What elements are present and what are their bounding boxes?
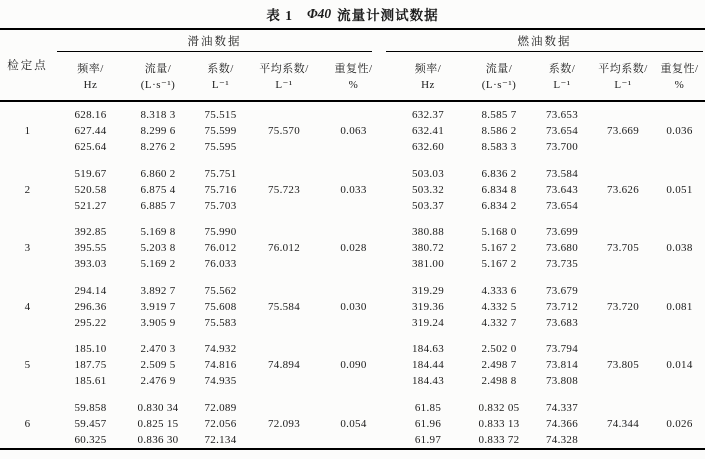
check-point-cell xyxy=(0,400,55,416)
oil-coefficient-cell: 75.716 xyxy=(204,183,237,196)
table-body xyxy=(0,102,705,448)
table-row xyxy=(0,198,705,214)
column-header-fuel-frequency: 频率/ Hz xyxy=(414,63,442,91)
oil-frequency-cell: 185.61 xyxy=(74,375,107,387)
table-row xyxy=(0,315,705,331)
fuel-average-coefficient-cell xyxy=(592,256,654,272)
oil-flow-cell: 6.860 2 xyxy=(140,167,176,180)
fuel-frequency-cell: 61.97 xyxy=(414,433,442,446)
fuel-coefficient-cell: 73.679 xyxy=(545,284,579,297)
fuel-coefficient-cell: 74.328 xyxy=(545,433,579,446)
oil-frequency-cell: 187.75 xyxy=(74,359,107,371)
fuel-flow-cell: 5.167 2 xyxy=(481,242,517,254)
fuel-flow-cell: 6.834 2 xyxy=(481,199,517,212)
oil-flow-cell: 5.169 2 xyxy=(140,258,176,270)
fuel-frequency-cell: 503.32 xyxy=(411,183,445,196)
fuel-average-coefficient-cell: 74.344 xyxy=(606,417,640,430)
check-point-cell xyxy=(0,166,55,182)
oil-flow-cell: 2.509 5 xyxy=(140,359,176,371)
oil-frequency-cell: 625.64 xyxy=(74,141,107,153)
oil-average-coefficient-cell: 75.723 xyxy=(267,183,301,196)
oil-frequency-cell: 393.03 xyxy=(74,258,107,270)
check-point-cell xyxy=(0,256,55,272)
oil-flow-cell: 0.836 30 xyxy=(137,433,179,446)
fuel-frequency-cell: 61.96 xyxy=(414,417,442,430)
table-row xyxy=(0,357,705,373)
oil-repeatability-cell xyxy=(317,166,390,182)
oil-coefficient-cell: 75.599 xyxy=(204,125,237,137)
check-point-cell: 2 xyxy=(24,183,31,196)
oil-repeatability-cell xyxy=(317,400,390,416)
column-header-oil-repeatability: 重复性/ % xyxy=(334,63,373,91)
fuel-repeatability-cell: 0.038 xyxy=(666,242,693,254)
fuel-frequency-cell: 632.41 xyxy=(411,125,445,137)
table-bottom-rule xyxy=(0,448,705,450)
check-point-group-3 xyxy=(0,224,705,272)
table-row xyxy=(0,182,705,198)
oil-coefficient-cell: 75.562 xyxy=(204,284,237,297)
oil-repeatability-cell xyxy=(317,432,390,448)
oil-average-coefficient-cell xyxy=(251,315,317,331)
fuel-frequency-cell: 319.29 xyxy=(411,284,445,297)
fuel-flow-cell: 0.833 13 xyxy=(478,417,520,430)
fuel-frequency-cell: 632.37 xyxy=(411,109,445,121)
oil-average-coefficient-cell xyxy=(251,400,317,416)
fuel-flow-cell: 6.836 2 xyxy=(481,167,517,180)
oil-repeatability-cell xyxy=(317,315,390,331)
oil-average-coefficient-cell xyxy=(251,283,317,299)
check-point-group-2 xyxy=(0,166,705,214)
oil-repeatability-cell xyxy=(317,256,390,272)
oil-coefficient-cell: 75.583 xyxy=(204,316,237,329)
oil-flow-cell: 5.169 8 xyxy=(140,226,176,238)
oil-repeatability-cell xyxy=(317,139,390,155)
table-row xyxy=(0,299,705,315)
fuel-frequency-cell: 319.36 xyxy=(411,300,445,313)
oil-coefficient-cell: 72.089 xyxy=(204,401,237,414)
oil-frequency-cell: 60.325 xyxy=(74,433,107,446)
column-header-oil-coefficient: 系数/ L⁻¹ xyxy=(207,63,234,91)
oil-coefficient-cell: 75.595 xyxy=(204,141,237,153)
check-point-cell: 4 xyxy=(24,300,31,313)
oil-flow-cell: 8.276 2 xyxy=(140,141,176,153)
fuel-frequency-cell: 184.43 xyxy=(411,375,445,387)
fuel-average-coefficient-cell: 73.626 xyxy=(606,183,640,196)
fuel-repeatability-cell xyxy=(654,341,705,357)
fuel-coefficient-cell: 73.735 xyxy=(545,258,579,270)
oil-coefficient-cell: 75.990 xyxy=(204,226,237,238)
oil-repeatability-cell xyxy=(317,224,390,240)
oil-coefficient-cell: 72.056 xyxy=(204,417,237,430)
check-point-group-5 xyxy=(0,341,705,389)
fuel-frequency-cell: 380.88 xyxy=(411,226,445,238)
oil-repeatability-cell: 0.028 xyxy=(340,242,367,254)
oil-flow-cell: 2.476 9 xyxy=(140,375,176,387)
fuel-coefficient-cell: 73.712 xyxy=(545,300,579,313)
fuel-average-coefficient-cell xyxy=(592,224,654,240)
fuel-flow-cell: 4.332 7 xyxy=(481,316,517,329)
oil-repeatability-cell xyxy=(317,283,390,299)
check-point-cell xyxy=(0,283,55,299)
oil-coefficient-cell: 75.703 xyxy=(204,199,237,212)
oil-repeatability-cell: 0.033 xyxy=(340,183,367,196)
table-row xyxy=(0,283,705,299)
column-header-fuel-average-coefficient: 平均系数/ L⁻¹ xyxy=(598,63,648,91)
fuel-average-coefficient-cell xyxy=(592,373,654,389)
oil-coefficient-cell: 75.608 xyxy=(204,300,237,313)
diameter-symbol: Φ40 xyxy=(306,5,332,21)
fuel-average-coefficient-cell xyxy=(592,139,654,155)
fuel-average-coefficient-cell: 73.805 xyxy=(606,359,640,371)
data-table xyxy=(0,28,705,450)
table-row xyxy=(0,432,705,448)
fuel-coefficient-cell: 73.808 xyxy=(545,375,579,387)
oil-coefficient-cell: 76.033 xyxy=(204,258,237,270)
table-row xyxy=(0,166,705,182)
oil-average-coefficient-cell xyxy=(251,107,317,123)
oil-average-coefficient-cell xyxy=(251,432,317,448)
table-row xyxy=(0,341,705,357)
oil-repeatability-cell: 0.030 xyxy=(340,300,367,313)
fuel-coefficient-cell: 73.814 xyxy=(545,359,579,371)
check-point-cell: 6 xyxy=(24,417,31,430)
check-point-cell: 3 xyxy=(24,242,31,254)
fuel-frequency-cell: 184.63 xyxy=(411,343,445,355)
fuel-coefficient-cell: 73.654 xyxy=(545,199,579,212)
oil-frequency-cell: 521.27 xyxy=(74,199,107,212)
column-header-fuel-repeatability: 重复性/ % xyxy=(660,63,699,91)
oil-repeatability-cell: 0.090 xyxy=(340,359,367,371)
oil-flow-cell: 0.830 34 xyxy=(137,401,179,414)
oil-average-coefficient-cell xyxy=(251,373,317,389)
fuel-coefficient-cell: 73.643 xyxy=(545,183,579,196)
oil-frequency-cell: 295.22 xyxy=(74,316,107,329)
oil-coefficient-cell: 76.012 xyxy=(204,242,237,254)
table-row xyxy=(0,373,705,389)
fuel-average-coefficient-cell xyxy=(592,315,654,331)
fuel-flow-cell: 2.498 8 xyxy=(481,375,517,387)
fuel-average-coefficient-cell xyxy=(592,198,654,214)
fuel-repeatability-cell xyxy=(654,315,705,331)
fuel-flow-cell: 2.502 0 xyxy=(481,343,517,355)
oil-flow-cell: 5.203 8 xyxy=(140,242,176,254)
oil-frequency-cell: 59.858 xyxy=(74,401,107,414)
check-point-cell xyxy=(0,139,55,155)
table-row xyxy=(0,224,705,240)
fuel-frequency-cell: 503.03 xyxy=(411,167,445,180)
fuel-repeatability-cell xyxy=(654,224,705,240)
fuel-repeatability-cell: 0.051 xyxy=(666,183,693,196)
oil-frequency-cell: 296.36 xyxy=(74,300,107,313)
oil-flow-cell: 8.299 6 xyxy=(140,125,176,137)
oil-repeatability-cell xyxy=(317,107,390,123)
oil-average-coefficient-cell xyxy=(251,198,317,214)
fuel-frequency-cell: 632.60 xyxy=(411,141,445,153)
oil-frequency-cell: 520.58 xyxy=(74,183,107,196)
oil-average-coefficient-cell: 74.894 xyxy=(267,359,301,371)
group-header-fuel-oil: 燃油数据 xyxy=(386,30,703,52)
fuel-coefficient-cell: 73.680 xyxy=(545,242,579,254)
oil-frequency-cell: 627.44 xyxy=(74,125,107,137)
oil-coefficient-cell: 74.816 xyxy=(204,359,237,371)
group-header-lube-oil: 滑油数据 xyxy=(57,30,372,52)
fuel-coefficient-cell: 74.337 xyxy=(545,401,579,414)
oil-average-coefficient-cell xyxy=(251,341,317,357)
table-row xyxy=(0,256,705,272)
fuel-repeatability-cell: 0.026 xyxy=(666,417,693,430)
fuel-average-coefficient-cell: 73.669 xyxy=(606,125,640,137)
fuel-frequency-cell: 381.00 xyxy=(411,258,445,270)
oil-frequency-cell: 185.10 xyxy=(74,343,107,355)
table-header xyxy=(0,30,705,102)
oil-frequency-cell: 628.16 xyxy=(74,109,107,121)
table-row xyxy=(0,139,705,155)
oil-coefficient-cell: 74.935 xyxy=(204,375,237,387)
check-point-cell xyxy=(0,373,55,389)
oil-flow-cell: 2.470 3 xyxy=(140,343,176,355)
oil-coefficient-cell: 72.134 xyxy=(204,433,237,446)
table-title xyxy=(0,0,705,27)
fuel-average-coefficient-cell xyxy=(592,107,654,123)
oil-repeatability-cell xyxy=(317,198,390,214)
fuel-coefficient-cell: 73.700 xyxy=(545,141,579,153)
fuel-average-coefficient-cell xyxy=(592,283,654,299)
fuel-flow-cell: 2.498 7 xyxy=(481,359,517,371)
fuel-frequency-cell: 503.37 xyxy=(411,199,445,212)
oil-frequency-cell: 519.67 xyxy=(74,167,107,180)
fuel-flow-cell: 8.583 3 xyxy=(481,141,517,153)
oil-frequency-cell: 395.55 xyxy=(74,242,107,254)
fuel-flow-cell: 8.586 2 xyxy=(481,125,517,137)
oil-average-coefficient-cell xyxy=(251,224,317,240)
oil-flow-cell: 0.825 15 xyxy=(137,417,179,430)
oil-coefficient-cell: 75.751 xyxy=(204,167,237,180)
check-point-cell: 5 xyxy=(24,359,31,371)
fuel-repeatability-cell xyxy=(654,283,705,299)
oil-coefficient-cell: 74.932 xyxy=(204,343,237,355)
fuel-repeatability-cell xyxy=(654,198,705,214)
fuel-repeatability-cell xyxy=(654,107,705,123)
check-point-cell xyxy=(0,198,55,214)
oil-frequency-cell: 392.85 xyxy=(74,226,107,238)
oil-flow-cell: 6.885 7 xyxy=(140,199,176,212)
column-header-fuel-coefficient: 系数/ L⁻¹ xyxy=(548,63,576,91)
fuel-average-coefficient-cell xyxy=(592,341,654,357)
oil-repeatability-cell: 0.063 xyxy=(340,125,367,137)
oil-average-coefficient-cell: 76.012 xyxy=(267,242,301,254)
check-point-cell xyxy=(0,341,55,357)
fuel-frequency-cell: 184.44 xyxy=(411,359,445,371)
oil-average-coefficient-cell xyxy=(251,139,317,155)
oil-average-coefficient-cell: 75.584 xyxy=(267,300,301,313)
column-header-check-point: 检定点 xyxy=(7,60,48,72)
oil-average-coefficient-cell xyxy=(251,256,317,272)
oil-average-coefficient-cell xyxy=(251,166,317,182)
fuel-average-coefficient-cell: 73.705 xyxy=(606,242,640,254)
fuel-frequency-cell: 380.72 xyxy=(411,242,445,254)
column-header-oil-average-coefficient: 平均系数/ L⁻¹ xyxy=(259,63,309,91)
oil-repeatability-cell xyxy=(317,341,390,357)
oil-flow-cell: 3.892 7 xyxy=(140,284,176,297)
oil-repeatability-cell: 0.054 xyxy=(340,417,367,430)
oil-flow-cell: 6.875 4 xyxy=(140,183,176,196)
fuel-repeatability-cell xyxy=(654,400,705,416)
fuel-flow-cell: 8.585 7 xyxy=(481,109,517,121)
fuel-frequency-cell: 61.85 xyxy=(414,401,442,414)
table-row xyxy=(0,416,705,432)
fuel-coefficient-cell: 73.699 xyxy=(545,226,579,238)
column-header-oil-flow: 流量/ (L·s⁻¹) xyxy=(140,63,176,91)
table-number: 表 1 xyxy=(266,7,293,23)
fuel-repeatability-cell xyxy=(654,166,705,182)
fuel-flow-cell: 6.834 8 xyxy=(481,183,517,196)
fuel-coefficient-cell: 73.654 xyxy=(545,125,579,137)
oil-flow-cell: 3.919 7 xyxy=(140,300,176,313)
oil-coefficient-cell: 75.515 xyxy=(204,109,237,121)
check-point-cell: 1 xyxy=(24,125,31,137)
oil-repeatability-cell xyxy=(317,373,390,389)
fuel-flow-cell: 4.332 5 xyxy=(481,300,517,313)
check-point-cell xyxy=(0,315,55,331)
fuel-flow-cell: 4.333 6 xyxy=(481,284,517,297)
column-header-oil-frequency: 频率/ Hz xyxy=(77,63,104,91)
fuel-repeatability-cell xyxy=(654,139,705,155)
fuel-flow-cell: 0.832 05 xyxy=(478,401,520,414)
fuel-repeatability-cell xyxy=(654,256,705,272)
fuel-flow-cell: 0.833 72 xyxy=(478,433,520,446)
oil-average-coefficient-cell: 75.570 xyxy=(267,125,301,137)
check-point-cell xyxy=(0,432,55,448)
fuel-average-coefficient-cell xyxy=(592,166,654,182)
fuel-coefficient-cell: 73.584 xyxy=(545,167,579,180)
oil-frequency-cell: 294.14 xyxy=(74,284,107,297)
oil-frequency-cell: 59.457 xyxy=(74,417,107,430)
column-header-fuel-flow: 流量/ (L·s⁻¹) xyxy=(481,63,517,91)
fuel-repeatability-cell: 0.081 xyxy=(666,300,693,313)
check-point-cell xyxy=(0,224,55,240)
fuel-repeatability-cell: 0.014 xyxy=(666,359,693,371)
fuel-coefficient-cell: 74.366 xyxy=(545,417,579,430)
fuel-average-coefficient-cell xyxy=(592,400,654,416)
table-row xyxy=(0,123,705,139)
check-point-cell xyxy=(0,107,55,123)
table-caption: 流量计测试数据 xyxy=(337,7,439,23)
oil-flow-cell: 8.318 3 xyxy=(140,109,176,121)
fuel-coefficient-cell: 73.794 xyxy=(545,343,579,355)
oil-flow-cell: 3.905 9 xyxy=(140,316,176,329)
fuel-flow-cell: 5.168 0 xyxy=(481,226,517,238)
fuel-coefficient-cell: 73.653 xyxy=(545,109,579,121)
check-point-group-1 xyxy=(0,107,705,155)
check-point-group-6 xyxy=(0,400,705,448)
oil-average-coefficient-cell: 72.093 xyxy=(267,417,301,430)
fuel-average-coefficient-cell: 73.720 xyxy=(606,300,640,313)
table-row xyxy=(0,107,705,123)
fuel-repeatability-cell xyxy=(654,373,705,389)
fuel-repeatability-cell: 0.036 xyxy=(666,125,693,137)
table-row xyxy=(0,400,705,416)
fuel-coefficient-cell: 73.683 xyxy=(545,316,579,329)
fuel-repeatability-cell xyxy=(654,432,705,448)
check-point-group-4 xyxy=(0,283,705,331)
fuel-average-coefficient-cell xyxy=(592,432,654,448)
table-row xyxy=(0,240,705,256)
fuel-flow-cell: 5.167 2 xyxy=(481,258,517,270)
fuel-frequency-cell: 319.24 xyxy=(411,316,445,329)
